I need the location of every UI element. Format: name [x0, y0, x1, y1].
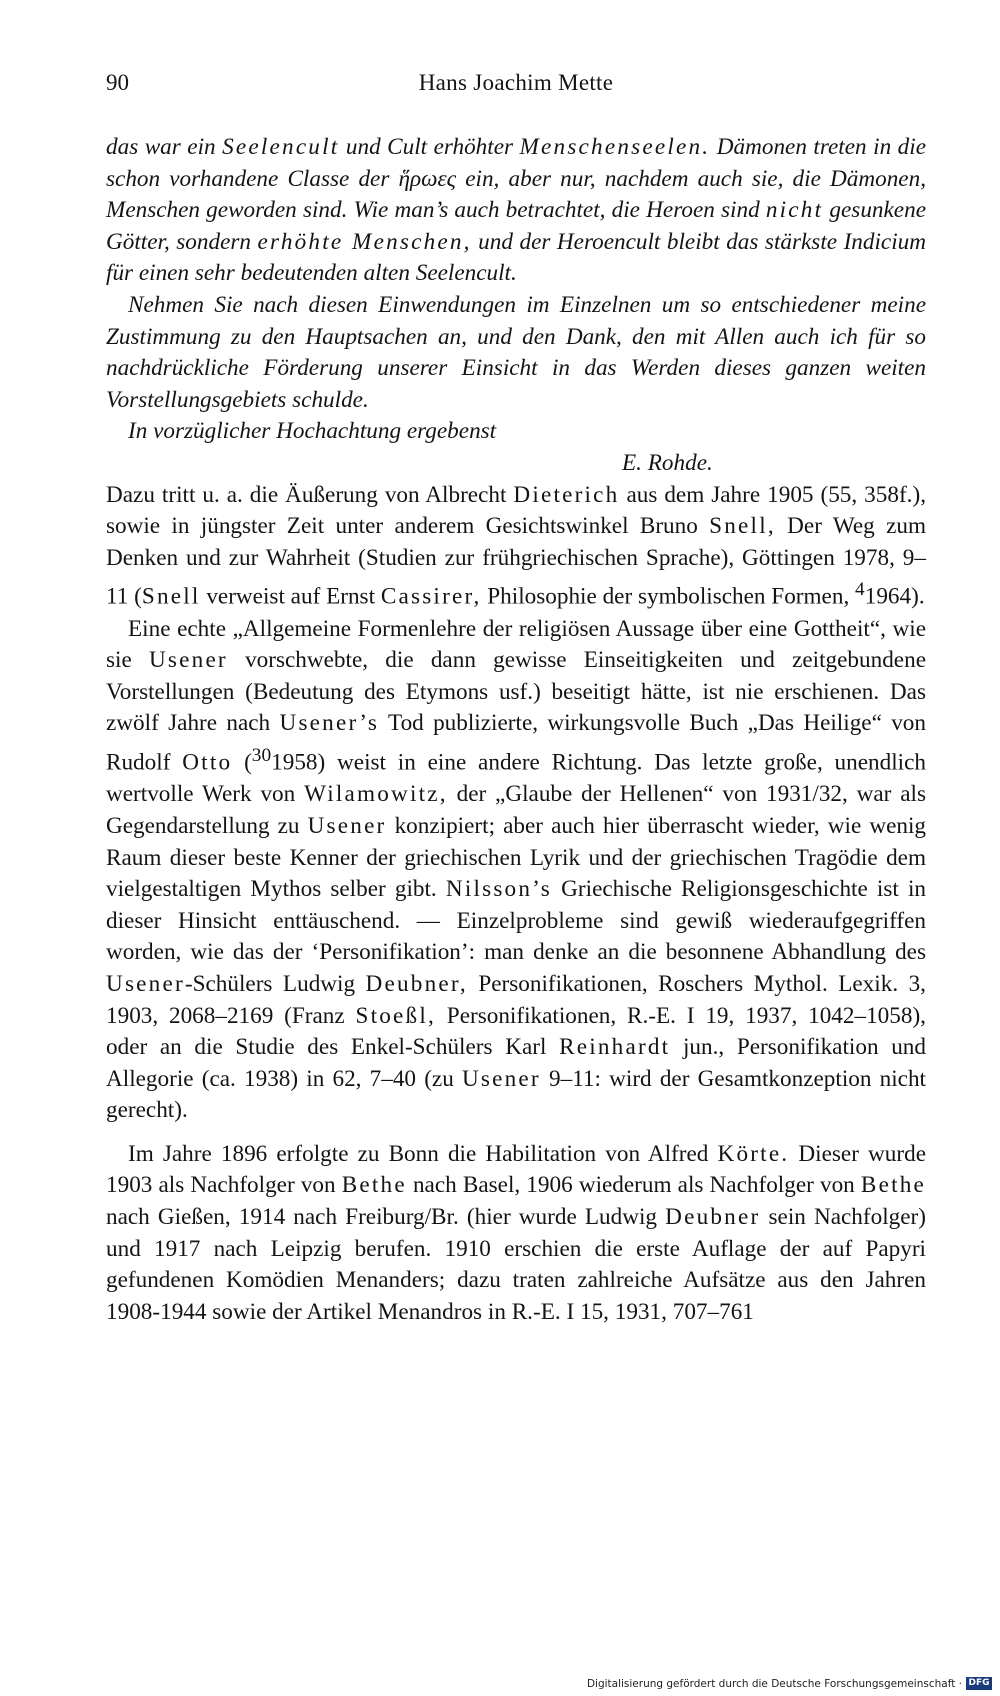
spaced-name: Cassirer,	[380, 584, 482, 611]
spaced-term: nicht	[765, 197, 824, 224]
quote-paragraph-2: Nehmen Sie nach diesen Einwendungen im Einzelnen um so entschiedener meine Zustimmung zu den Hauptsachen an, und den Dank, den mit Allen auch ich für so nachdrückliche Förderung unserer Einsicht in das Werden dieses ganzen weiten Vorstellungsgebiets schulde.	[106, 291, 926, 413]
spaced-name: Dieterich	[513, 481, 620, 508]
edition-superscript: 4	[855, 579, 865, 601]
page-header	[106, 70, 926, 110]
spaced-name: Körte.	[717, 1140, 790, 1167]
spaced-name: Deubner	[665, 1204, 761, 1231]
section-gap	[106, 1127, 926, 1139]
spaced-name: Usener	[307, 812, 387, 839]
spaced-name: Snell,	[709, 513, 776, 540]
footer-text: Digitalisierung gefördert durch die Deutsche Forschungsgemeinschaft ·	[586, 1677, 962, 1690]
running-head: Hans Joachim Mette	[418, 70, 614, 95]
spaced-name: Snell	[141, 584, 201, 611]
body-paragraph-1: Dazu tritt u. a. die Äußerung von Albrecht Dieterich aus dem Jahre 1905 (55, 358f.), sowie in jüngster Zeit unter anderem Gesichtswinkel Bruno Snell, Der Weg zum Denken und zur Wahrheit (Studien zur frühgriechischen Sprache), Göttingen 1978, 9–11 (Snell verweist auf Ernst Cassirer, Philosophie der symbolischen Formen, $^4$1964).	[106, 481, 926, 611]
dfg-logo-icon: DFG	[966, 1677, 992, 1690]
quote-paragraph-1: das war ein Seelencult und Cult erhöhter Menschenseelen. Dämonen treten in die schon vorhandene Classe der ἥρωες ein, aber nur, nachdem auch sie, die Dämonen, Menschen geworden sind. Wie man’s auch betrachtet, die Heroen sind nicht gesunkene Götter, sondern erhöhte Menschen, und der Heroencult bleibt das stärkste Indicium für einen sehr bedeutenden alten Seelencult.	[106, 134, 927, 287]
spaced-name: Otto	[182, 749, 233, 776]
page-number: 90	[106, 70, 129, 95]
body-paragraph-2: Eine echte „Allgemeine Formenlehre der religiösen Aussage über eine Gottheit“, wie sie Usener vorschwebte, die dann gewisse Einseitigkeiten und zeitgebundene Vorstellungen (Bedeutung des Etymons usf.) beseitigt hätte, ist nie erschienen. Das zwölf Jahre nach Usener’s Tod publizierte, wirkungsvolle Buch „Das Heilige“ von Rudolf Otto ($^{30}$1958) weist in eine andere Richtung. Das letzte große, unendlich wertvolle Werk von Wilamowitz, der „Glaube der Hellenen“ von 1931/32, war als Gegendarstellung zu Usener konzipiert; aber auch hier überrascht wieder, wie wenig Raum dieser beste Kenner der griechischen Lyrik und der griechischen Tragödie dem vielgestaltigen Mythos selber gibt. Nilsson’s Griechische Religionsgeschichte ist in dieser Hinsicht enttäuschend. — Einzelprobleme sind gewiß wiederaufgegriffen worden, wie das der ‘Personifikation’: man denke an die besonnene Abhandlung des Usener-Schülers Ludwig Deubner, Personifikationen, Roschers Mythol. Lexik. 3, 1903, 2068–2169 (Franz Stoeßl, Personifikationen, R.-E. I 19, 1937, 1042–1058), oder an die Studie des Enkel-Schülers Karl Reinhardt jun., Personifikation und Allegorie (ca. 1938) in 62, 7–40 (zu Usener 9–11: wird der Gesamtkonzeption nicht gerecht).	[106, 615, 926, 1124]
edition-superscript: 30	[251, 745, 272, 767]
spaced-name: Stoeßl,	[355, 1002, 436, 1029]
letter-greeting: In vorzüglicher Hochachtung ergebenst	[128, 418, 497, 445]
spaced-term: Menschenseelen.	[519, 134, 711, 160]
spaced-name: Usener	[148, 647, 228, 674]
page-body	[106, 132, 926, 1328]
spaced-name: Usener’s	[279, 710, 380, 737]
letter-signature: E. Rohde.	[622, 449, 713, 476]
letter-quote	[106, 132, 926, 416]
spaced-term: Seelencult	[222, 134, 340, 160]
spaced-term: erhöhte Menschen,	[257, 228, 472, 255]
digitization-footer	[587, 1677, 992, 1690]
spaced-name: Bethe	[341, 1172, 407, 1199]
spaced-name: Usener	[461, 1065, 541, 1092]
spaced-name: Deubner,	[365, 970, 468, 997]
spaced-name: Wilamowitz,	[304, 781, 448, 808]
body-paragraph-3: Im Jahre 1896 erfolgte zu Bonn die Habilitation von Alfred Körte. Dieser wurde 1903 als Nachfolger von Bethe nach Basel, 1906 wiederum als Nachfolger von Bethe nach Gießen, 1914 nach Freiburg/Br. (hier wurde Ludwig Deubner sein Nachfolger) und 1917 nach Leipzig berufen. 1910 erschien die erste Auflage der auf Papyri gefundenen Komödien Menanders; dazu traten zahlreiche Aufsätze aus den Jahren 1908-1944 sowie der Artikel Menandros in R.-E. I 15, 1931, 707–761	[106, 1140, 926, 1325]
spaced-name: Usener	[106, 970, 185, 997]
spaced-name: Reinhardt	[559, 1034, 671, 1061]
spaced-name: Nilsson’s	[445, 876, 553, 903]
spaced-name: Bethe	[860, 1172, 926, 1199]
